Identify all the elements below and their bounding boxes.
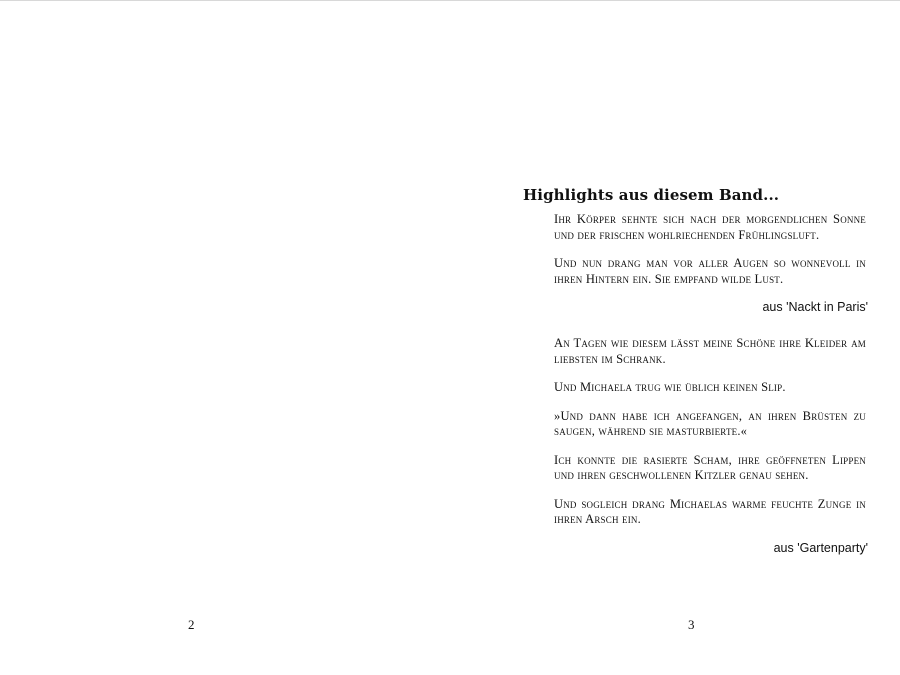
left-page: [0, 1, 450, 675]
excerpt-paragraph: Und sogleich drang Michaelas warme feuchte Zunge in ihren Arsch ein.: [554, 496, 866, 526]
excerpt-paragraph: Und nun drang man vor aller Augen so wonnevoll in ihren Hintern ein. Sie empfand wilde Lust.: [554, 256, 866, 286]
excerpt-paragraph: Und Michaela trug wie üblich keinen Slip.: [554, 380, 786, 394]
excerpt-paragraph: »Und dann habe ich angefangen, an ihren Brüsten zu saugen, während sie masturbierte.«: [554, 408, 866, 438]
excerpt-paragraph: An Tagen wie diesem lässt meine Schöne ihre Kleider am liebsten im Schrank.: [554, 336, 866, 366]
excerpt-source: aus 'Nackt in Paris': [762, 300, 868, 314]
excerpt-list: [554, 212, 866, 577]
excerpt-paragraph: Ich konnte die rasierte Scham, ihre geöffneten Lippen und ihren geschwollenen Kitzler genau sehen.: [554, 452, 866, 482]
right-page: [450, 1, 900, 675]
excerpt-paragraph: Ihr Körper sehnte sich nach der morgendlichen Sonne und der frischen wohlriechenden Frühlingsluft.: [554, 212, 866, 242]
page-number-left: 2: [188, 617, 195, 632]
section-heading: Highlights aus diesem Band...: [523, 186, 780, 204]
excerpt-source: aus 'Gartenparty': [773, 540, 868, 555]
page-number-right: 3: [688, 617, 695, 632]
